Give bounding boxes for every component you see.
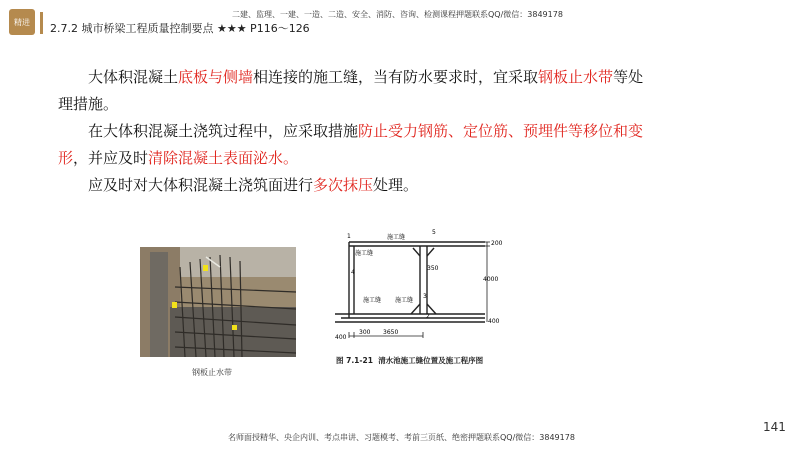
water-stop-photo	[140, 247, 296, 357]
photo-illustration	[140, 247, 296, 357]
paragraph-2	[58, 118, 648, 172]
footer-banner: 名师面授精华、央企内训、考点串讲、习题模考、考前三页纸、绝密押题联系QQ/微信：3849178	[228, 433, 575, 442]
label-num-4: 4	[351, 269, 355, 276]
text-segment: 应及时对大体积混凝土浇筑面进行	[88, 176, 314, 194]
text-segment: 大体积混凝土	[88, 68, 179, 86]
label-num-2: 2	[426, 313, 430, 320]
figure-number: 图 7.1-21	[336, 356, 373, 365]
highlight-segment: 钢板止水带	[538, 68, 614, 86]
logo	[9, 9, 35, 35]
highlight-segment: 清除混凝土表面泌水。	[148, 149, 299, 167]
label-dim-300: 300	[359, 329, 371, 336]
text-segment: 在大体积混凝土浇筑过程中，应采取措施	[88, 122, 359, 140]
paragraph-3	[58, 172, 648, 199]
highlight-segment: 底板与侧墙	[178, 68, 254, 86]
figure-caption-text: 清水池施工缝位置及施工程序图	[378, 356, 484, 365]
figure-caption	[336, 355, 483, 366]
label-num-3: 3	[423, 293, 427, 300]
logo-text: 精进	[14, 17, 30, 27]
page-number: 141	[763, 420, 786, 434]
label-num-5: 5	[432, 229, 436, 236]
label-dim-400-right: 400	[488, 318, 500, 325]
text-segment: 等处理措施。	[58, 68, 644, 113]
header-accent-bar	[40, 12, 43, 34]
label-dim-400-left: 400	[335, 334, 347, 341]
label-num-1: 1	[347, 233, 351, 240]
body-text	[58, 64, 648, 199]
highlight-segment: 防止受力钢筋、定位筋、预埋件等移位和变形	[58, 122, 644, 167]
text-segment: 处理。	[373, 176, 419, 194]
highlight-segment: 多次抹压	[313, 176, 374, 194]
top-banner: 二建、监理、一建、一造、二造、安全、消防、咨询、检测课程押题联系QQ/微信：3849178	[232, 10, 563, 19]
section-title: 2.7.2 城市桥梁工程质量控制要点 ★★★ P116～126	[50, 22, 310, 35]
label-joint-right-lower: 施工缝	[395, 297, 414, 304]
paragraph-1	[58, 64, 648, 118]
text-segment: ，并应及时	[73, 149, 149, 167]
joint-diagram	[335, 226, 510, 346]
label-dim-200: 200	[491, 240, 503, 247]
label-joint-top: 施工缝	[387, 234, 406, 241]
text-segment: 相连接的施工缝，当有防水要求时，宜采取	[253, 68, 539, 86]
label-dim-3650: 3650	[383, 329, 399, 336]
construction-joint-drawing	[335, 226, 510, 346]
label-joint-left-upper: 施工缝	[355, 250, 374, 257]
label-joint-left-lower: 施工缝	[363, 297, 382, 304]
label-dim-350: 350	[427, 265, 439, 272]
photo-caption: 钢板止水带	[192, 368, 232, 377]
label-dim-4000: 4000	[483, 276, 499, 283]
